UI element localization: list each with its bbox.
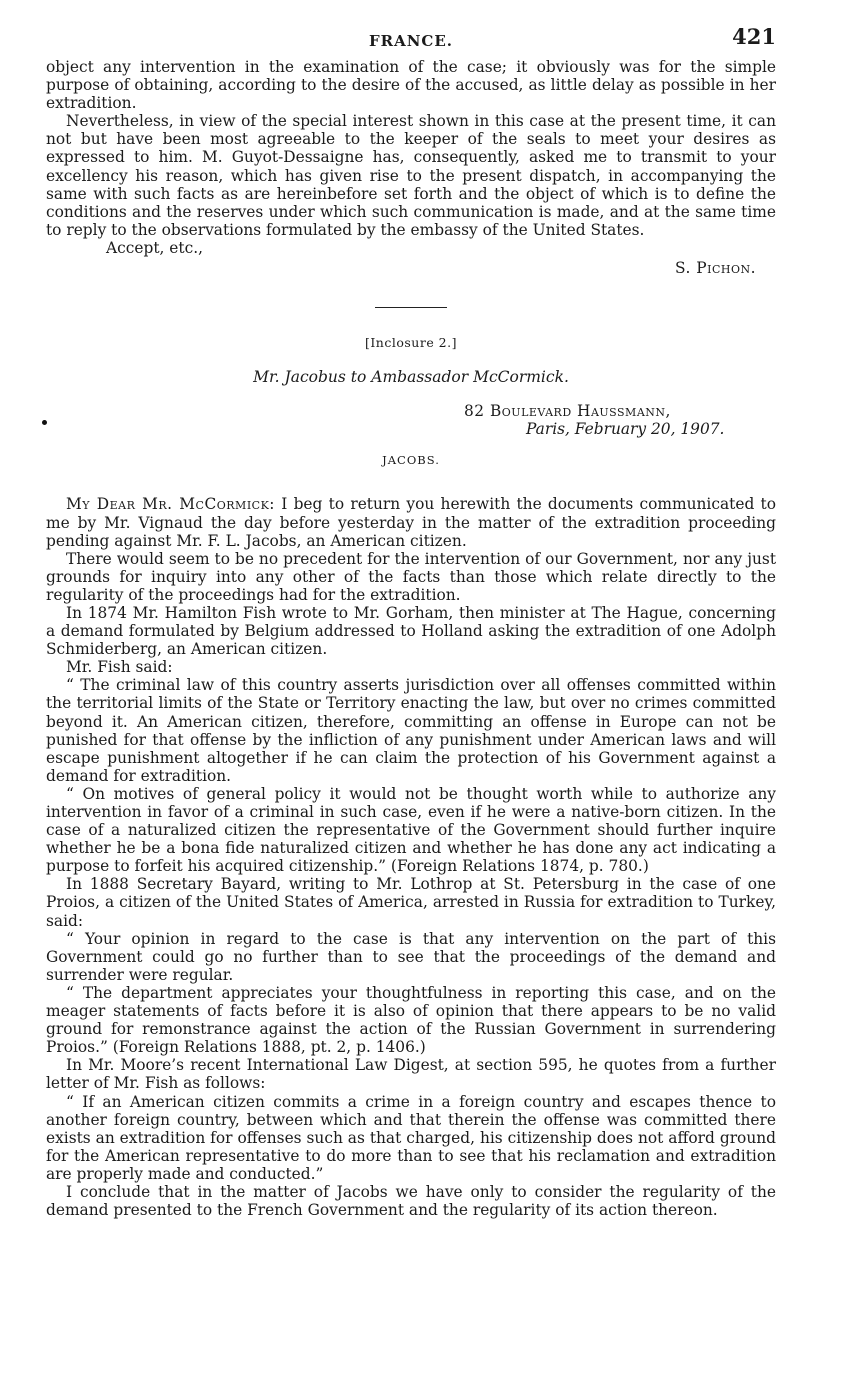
- document-page: [46, 24, 776, 1220]
- letter-address: [46, 402, 776, 438]
- page-header: [46, 24, 776, 58]
- running-head: FRANCE.: [368, 32, 454, 50]
- paragraph: I conclude that in the matter of Jacobs we have only to consider the regularity of the demand presented to the French Government and the regularity of its action thereon.: [46, 1182, 776, 1220]
- quotation: “ The department appreciates your thoughtfulness in reporting this case, and on the meager statements of facts before it is also of opinion that there appears to be no valid ground for remonstrance against the action of the Russian Government in surrendering Proios.” (Foreign Relations 1888, pt. 2, p. 1406.): [46, 983, 776, 1057]
- paragraph-text: I beg to return you herewith the documents communicated to me by Mr. Vignaud the day before yesterday in the matter of the extradition proceeding pending against Mr. F. L. Jacobs, an American citizen.: [46, 495, 776, 550]
- paragraph: There would seem to be no precedent for the intervention of our Government, nor any just grounds for inquiry into any other of the facts than those which relate directly to the regularity of the proceedings had for the extradition.: [46, 549, 776, 604]
- print-speck: [42, 420, 47, 425]
- section-divider: [375, 307, 447, 308]
- address-place-date: Paris, February 20, 1907.: [526, 420, 725, 439]
- inclosure-label: [Inclosure 2.]: [364, 335, 457, 351]
- page-number: 421: [732, 24, 776, 49]
- quotation: “ Your opinion in regard to the case is that any intervention on the part of this Government could go no further than to see that the proceedings of the demand and surrender were regular.: [46, 929, 776, 984]
- paragraph: Nevertheless, in view of the special interest shown in this case at the present time, it can not but have been most agreeable to the keeper of the seals to meet your desires as expressed to him. M. Guyot-Dessaigne has, consequently, asked me to transmit to your excellency his reason, which has given rise to the present dispatch, in accompanying the same with such facts as are hereinbefore set forth and the object of which is to define the conditions and the reserves under which such communication is made, and at the same time to reply to the observations formulated by the embassy of the United States.: [46, 112, 776, 239]
- paragraph: [46, 495, 776, 549]
- signature: S. Pichon.: [674, 259, 756, 278]
- paragraph: Mr. Fish said:: [66, 658, 173, 677]
- paragraph: In 1874 Mr. Hamilton Fish wrote to Mr. Gorham, then minister at The Hague, concerning a demand formulated by Belgium addressed to Holland asking the extradition of one Adolph Schmiderberg, an American citizen.: [46, 603, 776, 659]
- paragraph: In Mr. Moore’s recent International Law Digest, at section 595, he quotes from a further letter of Mr. Fish as follows:: [46, 1056, 776, 1093]
- letter-title: Mr. Jacobus to Ambassador McCormick.: [253, 368, 569, 387]
- quotation: “ The criminal law of this country asserts jurisdiction over all offenses committed within the territorial limits of the State or Territory enacting the law, but over no crimes committed beyond it. An American citizen, therefore, committing an offense in Europe can not be punished for that offense by the infliction of any punishment under American laws and will escape punishment altogether if he can claim the protection of his Government against a demand for extradition.: [46, 676, 776, 785]
- salutation: My Dear Mr. McCormick:: [66, 495, 275, 514]
- paragraph: In 1888 Secretary Bayard, writing to Mr. Lothrop at St. Petersburg in the case of one Proios, a citizen of the United States of America, arrested in Russia for extradition to Turkey, said:: [46, 875, 776, 930]
- closing: Accept, etc.,: [106, 238, 203, 257]
- quotation: “ On motives of general policy it would not be thought worth while to authorize any intervention in favor of a criminal in such case, even if he were a native-born citizen. In the case of a naturalized citizen the representative of the Government should further inquire whether he be a bona fide naturalized citizen and whether he has done any act indicating a purpose to forfeit his acquired citizenship.” (Foreign Relations 1874, p. 780.): [46, 784, 776, 876]
- address-street: 82 Boulevard Haussmann,: [464, 402, 671, 421]
- paragraph: object any intervention in the examination of the case; it obviously was for the simple purpose of obtaining, according to the desire of the accused, as little delay as possible in her extradition.: [46, 58, 776, 113]
- quotation: “ If an American citizen commits a crime in a foreign country and escapes thence to another foreign country, between which and that therein the offense was committed there exists an extradition for offenses such as that charged, his citizenship does not afford ground for the American representative to do more than to see that his reclamation and extradition are properly made and conducted.”: [46, 1092, 776, 1183]
- subject-line: JACOBS.: [382, 453, 440, 468]
